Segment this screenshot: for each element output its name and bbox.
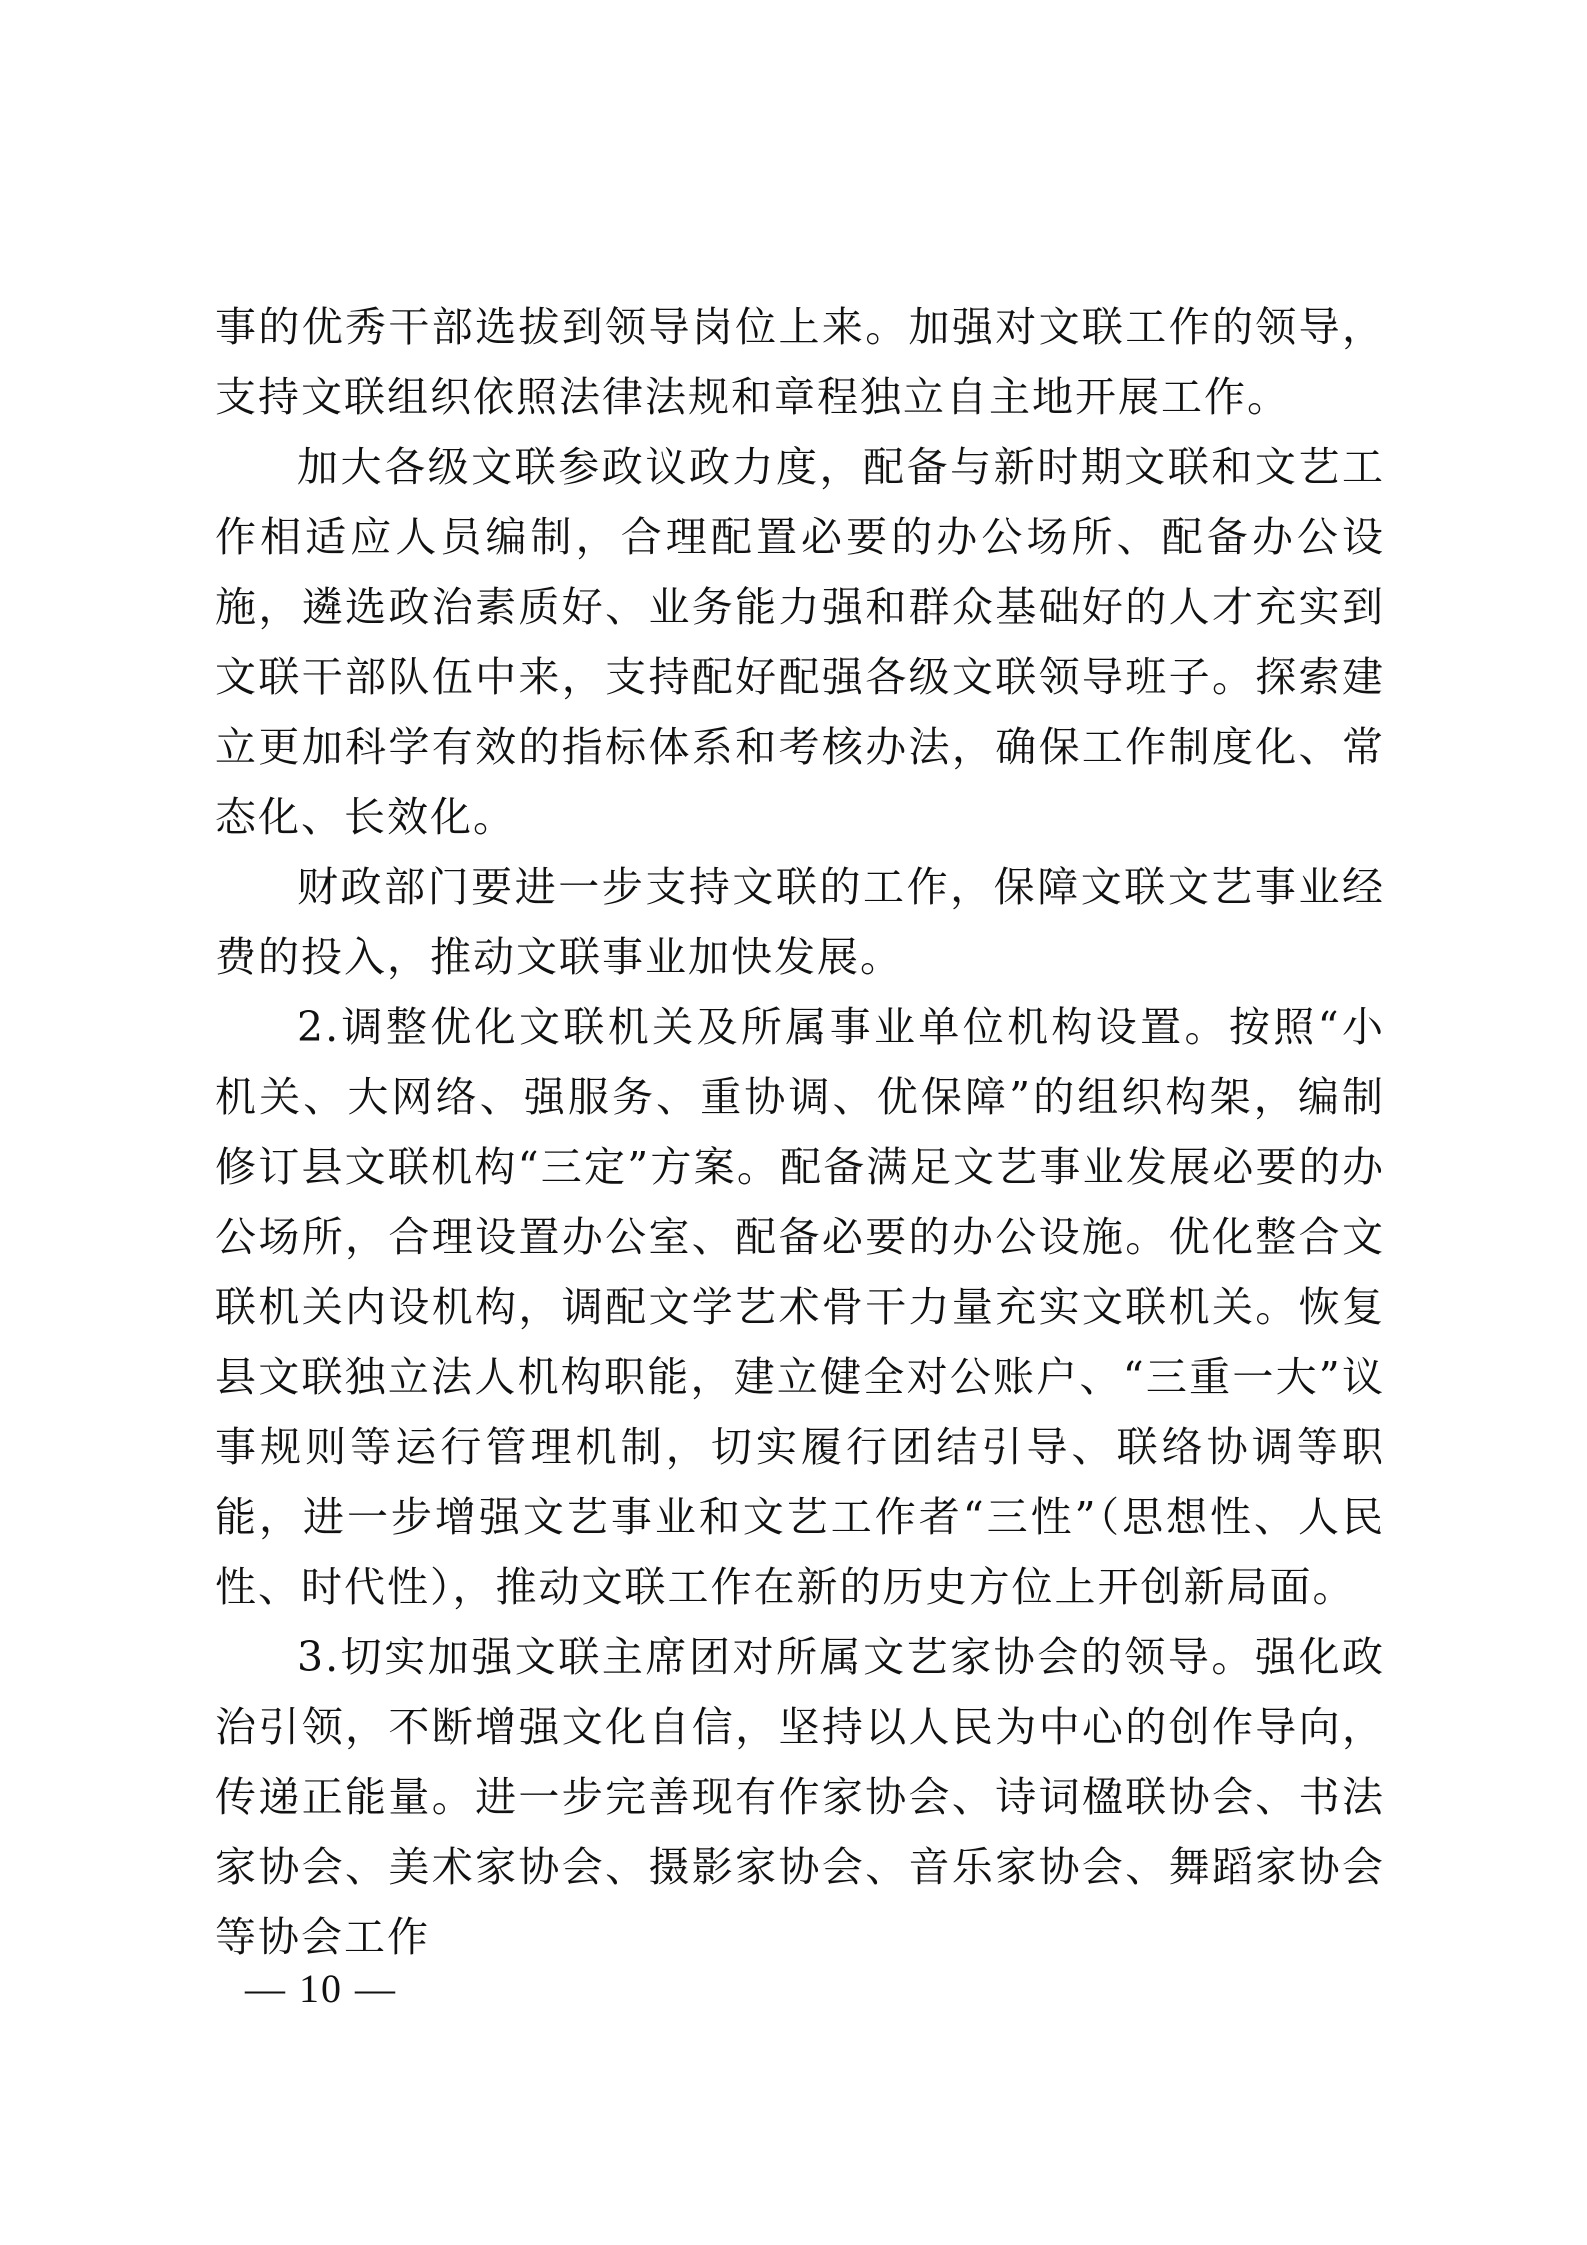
- paragraph-finance: 财政部门要进一步支持文联的工作，保障文联文艺事业经费的投入，推动文联事业加快发展。: [215, 863, 1385, 981]
- paragraph-continuation: 事的优秀干部选拔到领导岗位上来。加强对文联工作的领导，支持文联组织依照法律法规和章程独立自主地开展工作。: [215, 303, 1385, 421]
- body-text: [215, 292, 1385, 1972]
- page-number: — 10 —: [245, 1966, 397, 2011]
- paragraph-participation: 加大各级文联参政议政力度，配备与新时期文联和文艺工作相适应人员编制，合理配置必要的办公场所、配备办公设施，遴选政治素质好、业务能力强和群众基础好的人才充实到文联干部队伍中来，支持配好配强各级文联领导班子。探索建立更加科学有效的指标体系和考核办法，确保工作制度化、常态化、长效化。: [215, 443, 1385, 841]
- paragraph-item-2: 2.调整优化文联机关及所属事业单位机构设置。按照“小机关、大网络、强服务、重协调、优保障”的组织构架，编制修订县文联机构“三定”方案。配备满足文艺事业发展必要的办公场所，合理设置办公室、配备必要的办公设施。优化整合文联机关内设机构，调配文学艺术骨干力量充实文联机关。恢复县文联独立法人机构职能，建立健全对公账户、“三重一大”议事规则等运行管理机制，切实履行团结引导、联络协调等职能，进一步增强文艺事业和文艺工作者“三性”（思想性、人民性、时代性），推动文联工作在新的历史方位上开创新局面。: [215, 1003, 1385, 1611]
- paragraph-item-3: 3.切实加强文联主席团对所属文艺家协会的领导。强化政治引领，不断增强文化自信，坚持以人民为中心的创作导向，传递正能量。进一步完善现有作家协会、诗词楹联协会、书法家协会、美术家协会、摄影家协会、音乐家协会、舞蹈家协会等协会工作: [215, 1633, 1385, 1961]
